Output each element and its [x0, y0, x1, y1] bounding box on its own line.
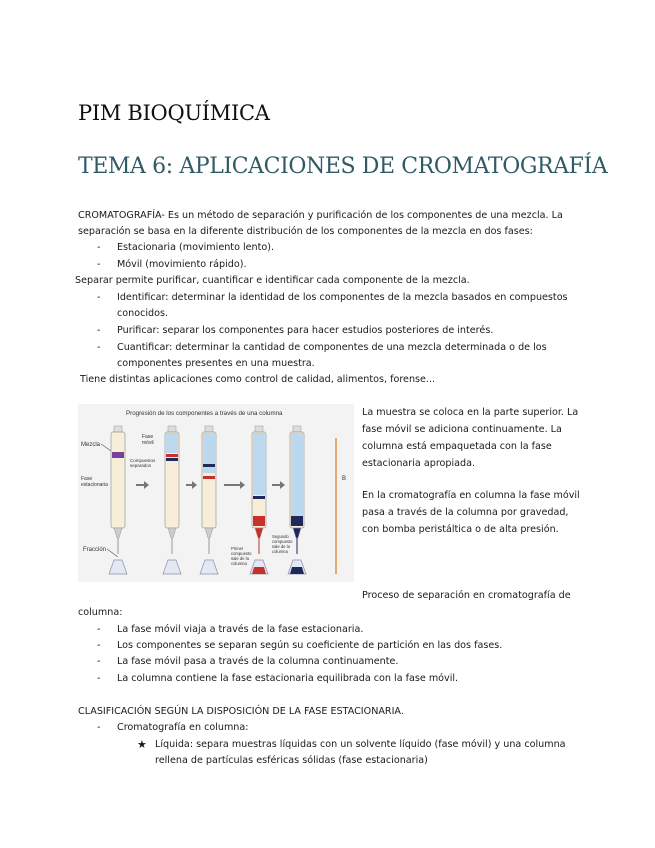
label-primer-3: sale de la	[231, 556, 249, 561]
intro-line-1: CROMATOGRAFÍA- Es un método de separación y purificación de los componentes de una mezcla. La	[78, 210, 563, 221]
bullet-dash: -	[97, 242, 101, 253]
intro-line-2: separación se basa en la diferente distribución de los componentes de la mezcla en dos fases:	[78, 226, 533, 237]
label-compuestos-2: separados	[130, 463, 152, 468]
band-navy	[253, 496, 265, 499]
side-p1-line-2: fase móvil se adiciona continuamente. La	[362, 424, 562, 435]
label-fase-movil-1: Fase	[142, 434, 154, 440]
figure-caption-line-1: Proceso de separación en cromatografía de	[362, 590, 571, 601]
process-item: La fase móvil viaja a través de la fase estacionaria.	[117, 624, 364, 635]
column-chromatography-figure	[78, 404, 354, 582]
band-red	[203, 476, 215, 479]
bullet-dash: -	[97, 722, 101, 733]
label-segundo-3: sale de la	[272, 544, 290, 549]
label-segundo-2: compuesto	[272, 539, 293, 544]
side-p1-line-4: estacionaria apropiada.	[362, 458, 476, 469]
label-mezcla: Mezcla	[81, 442, 101, 448]
figure-title: Progresión de los componentes a través de una columna	[126, 410, 283, 417]
label-segundo-1: Segundo	[272, 534, 289, 539]
label-fase-movil-2: móvil	[142, 440, 154, 446]
bullet-dash: -	[97, 325, 101, 336]
label-compuestos-1: Compuestos	[130, 458, 156, 463]
document-title: PIM BIOQUÍMICA	[78, 101, 270, 125]
side-p1-line-3: columna está empaquetada con la fase	[362, 441, 552, 452]
side-p2-line-1: En la cromatografía en columna la fase móvil	[362, 490, 580, 501]
process-item: Los componentes se separan según su coeficiente de partición en las dos fases.	[117, 640, 503, 651]
side-p2-line-2: pasa a través de la columna por gravedad,	[362, 507, 569, 518]
label-primer-2: compuesto	[231, 551, 252, 556]
side-p1-line-1: La muestra se coloca en la parte superior. La	[362, 407, 579, 418]
purify-text: Purificar: separar los componentes para hacer estudios posteriores de interés.	[117, 325, 494, 336]
label-fase-estacionaria-1: Fase	[81, 476, 93, 482]
phase-mobile: Móvil (movimiento rápido).	[117, 259, 247, 270]
bullet-dash: -	[97, 656, 101, 667]
label-primer-4: columna	[231, 561, 247, 566]
label-fase-estacionaria-2: estacionaria	[81, 482, 108, 488]
identify-line-2: conocidos.	[117, 308, 169, 319]
label-side: B	[342, 476, 347, 482]
topic-heading: TEMA 6: APLICACIONES DE CROMATOGRAFÍA	[78, 154, 608, 179]
label-segundo-4: columna	[272, 549, 288, 554]
star-bullet-icon: ★	[137, 738, 147, 751]
bullet-dash: -	[97, 673, 101, 684]
bullet-dash: -	[97, 640, 101, 651]
band-red	[253, 516, 265, 526]
figure-caption-line-2: columna:	[78, 607, 123, 618]
process-item: La columna contiene la fase estacionaria equilibrada con la fase móvil.	[117, 673, 459, 684]
bullet-dash: -	[97, 292, 101, 303]
band-navy	[291, 516, 303, 526]
purpose-text: Separar permite purificar, cuantificar e identificar cada componente de la mezcla.	[75, 275, 470, 286]
classification-heading: CLASIFICACIÓN SEGÚN LA DISPOSICIÓN DE LA FASE ESTACIONARIA.	[78, 706, 404, 717]
label-primer-1: Primer	[231, 546, 244, 551]
band-navy	[203, 464, 215, 467]
identify-line-1: Identificar: determinar la identidad de los componentes de la mezcla basados en compuestos	[117, 292, 568, 303]
liquid-line-2: rellena de partículas esféricas sólidas (fase estacionaria)	[155, 755, 428, 766]
band-red	[166, 454, 178, 457]
quantify-line-2: componentes presentes en una muestra.	[117, 358, 315, 369]
applications-text: Tiene distintas aplicaciones como control de calidad, alimentos, forense...	[80, 374, 436, 385]
side-p2-line-3: con bomba peristáltica o de alta presión.	[362, 524, 559, 535]
band-navy	[166, 458, 178, 461]
label-fraccion: Fracción	[83, 547, 107, 553]
band-purple	[112, 452, 124, 458]
mobile-phase	[166, 433, 178, 453]
phase-stationary: Estacionaria (movimiento lento).	[117, 242, 275, 253]
bullet-dash: -	[97, 342, 101, 353]
bullet-dash: -	[97, 259, 101, 270]
classification-item: Cromatografía en columna:	[117, 722, 249, 733]
bullet-dash: -	[97, 624, 101, 635]
liquid-line-1: Líquida: separa muestras líquidas con un solvente líquido (fase móvil) y una columna	[155, 739, 566, 750]
process-item: La fase móvil pasa a través de la columna continuamente.	[117, 656, 399, 667]
quantify-line-1: Cuantificar: determinar la cantidad de componentes de una mezcla determinada o de los	[117, 342, 547, 353]
